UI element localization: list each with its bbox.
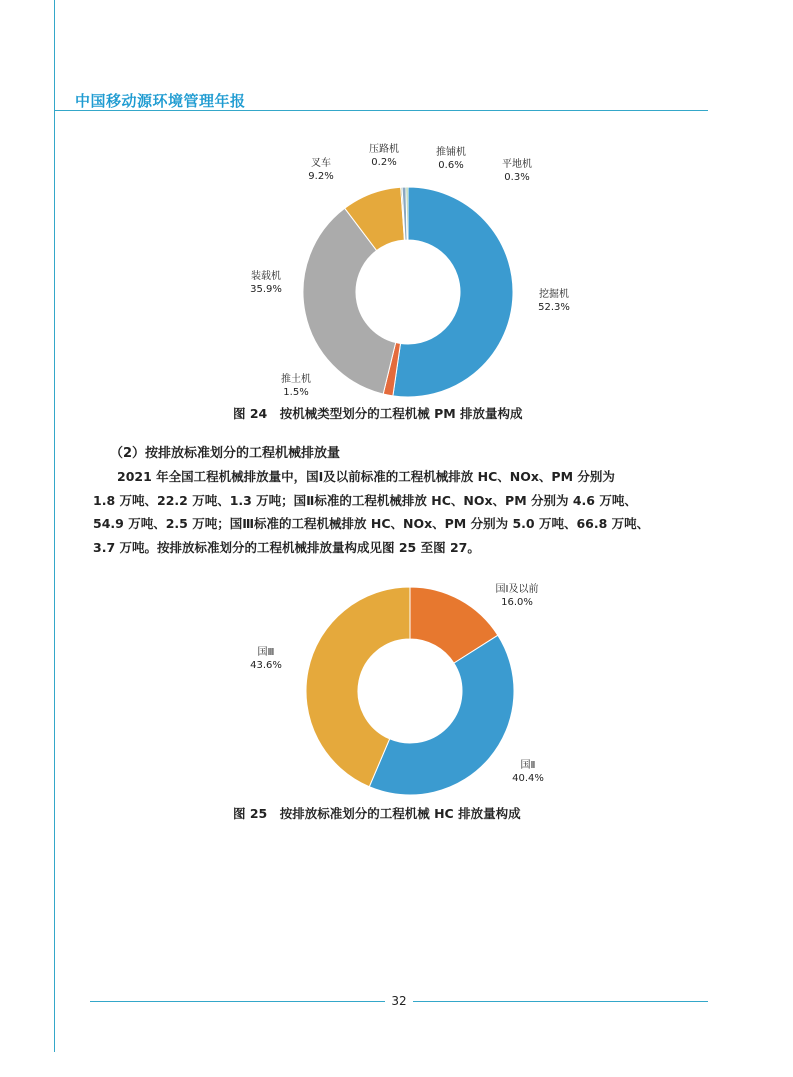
paragraph-line: 2021 年全国工程机械排放量中，国Ⅰ及以前标准的工程机械排放 HC、NOx、PM 分别为: [117, 469, 615, 484]
slice-label-name: 国Ⅱ: [520, 760, 536, 771]
pm-by-machine-type-donut: [303, 187, 513, 397]
footer-rule-right: [413, 1001, 708, 1002]
slice-label-name: 装载机: [251, 271, 281, 282]
donut-slice-2: [369, 635, 514, 795]
paragraph-line: 1.8 万吨、22.2 万吨、1.3 万吨；国Ⅱ标准的工程机械排放 HC、NOx、PM 分别为 4.6 万吨、: [93, 492, 637, 508]
footer-rule-left: [90, 1001, 385, 1002]
slice-label-value: 0.2%: [371, 157, 397, 168]
slice-label-value: 35.9%: [250, 284, 282, 295]
report-header-title: 中国移动源环境管理年报: [75, 92, 246, 110]
slice-label-name: 国Ⅰ及以前: [495, 584, 539, 595]
page-number: 32: [391, 994, 407, 1008]
slice-label-value: 40.4%: [512, 773, 544, 784]
figure-25-caption: 图 25 按排放标准划分的工程机械 HC 排放量构成: [233, 806, 521, 821]
paragraph-line: 54.9 万吨、2.5 万吨；国Ⅲ标准的工程机械排放 HC、NOx、PM 分别为 5.0 万吨、66.8 万吨、: [93, 516, 650, 531]
slice-label-name: 叉车: [311, 158, 331, 169]
slice-label-value: 0.3%: [504, 172, 530, 183]
paragraph-line: 3.7 万吨。按排放标准划分的工程机械排放量构成见图 25 至图 27。: [93, 539, 480, 555]
slice-label-name: 推土机: [281, 374, 311, 385]
slice-label-name: 压路机: [369, 144, 399, 155]
slice-label-value: 43.6%: [250, 660, 282, 671]
slice-label-name: 国Ⅲ: [257, 647, 275, 658]
slice-label-name: 平地机: [502, 159, 532, 170]
body-paragraph: [93, 465, 713, 559]
figure-24-caption: 图 24 按机械类型划分的工程机械 PM 排放量构成: [233, 406, 523, 421]
slice-label-value: 16.0%: [501, 597, 533, 608]
slice-label-value: 0.6%: [438, 160, 464, 171]
hc-by-standard-donut: [306, 587, 514, 795]
slice-label-value: 1.5%: [283, 387, 309, 398]
donut-slice-1: [393, 187, 513, 397]
slice-label-name: 挖掘机: [539, 289, 569, 300]
section-heading: （2）按排放标准划分的工程机械排放量: [110, 446, 341, 461]
slice-label-value: 52.3%: [538, 302, 570, 313]
slice-label-value: 9.2%: [308, 171, 334, 182]
slice-label-name: 推铺机: [436, 147, 466, 158]
